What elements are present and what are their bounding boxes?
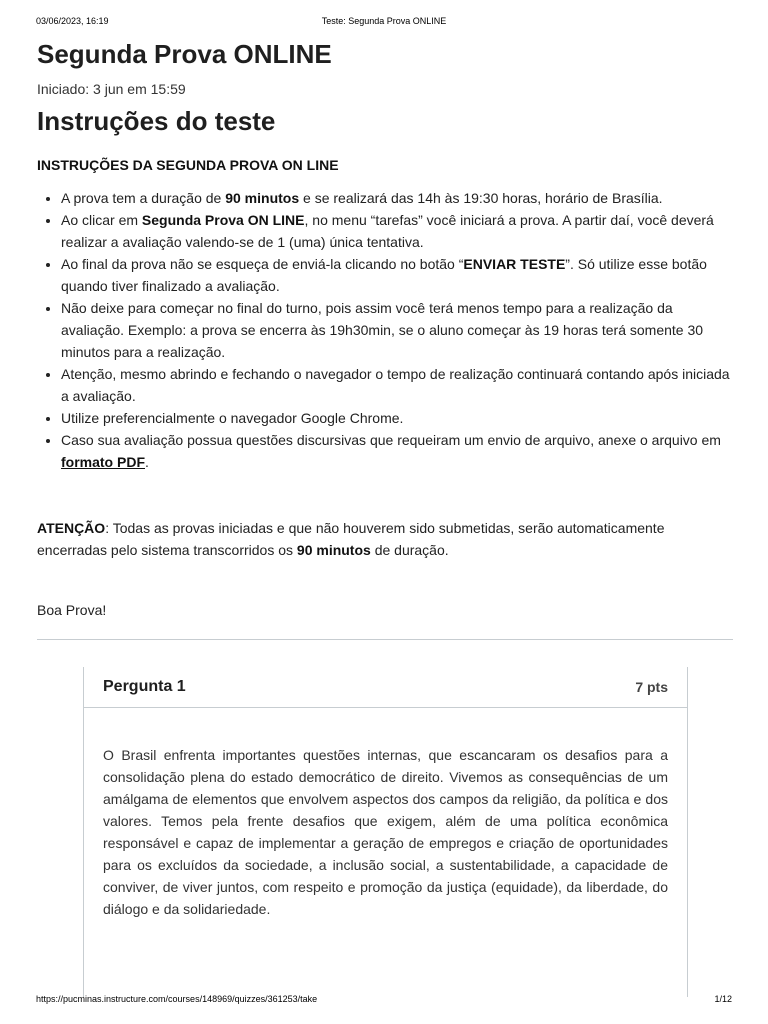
- instructions-heading: INSTRUÇÕES DA SEGUNDA PROVA ON LINE: [37, 157, 339, 173]
- quiz-content: [37, 38, 733, 619]
- print-url: https://pucminas.instructure.com/courses/148969/quizzes/361253/take: [36, 994, 318, 1004]
- print-doc-title: Teste: Segunda Prova ONLINE: [321, 16, 447, 26]
- rule-item: • Atenção, mesmo abrindo e fechando o navegador o tempo de realização continuará contando após iniciada a avaliação.: [61, 363, 733, 407]
- divider: [37, 639, 733, 640]
- rule-item: • Ao clicar em Segunda Prova ON LINE, no menu “tarefas” você iniciará a prova. A partir daí, você deverá realizar a avaliação valendo-se de 1 (uma) única tentativa.: [61, 209, 733, 253]
- rules-list: [37, 187, 733, 473]
- started-info: Iniciado: 3 jun em 15:59: [37, 81, 186, 97]
- print-page-number: 1/12: [714, 994, 732, 1004]
- print-footer: [36, 994, 732, 1004]
- question-card: [83, 667, 688, 997]
- closing-text: Boa Prova!: [37, 602, 107, 618]
- rule-item: • Ao final da prova não se esqueça de enviá-la clicando no botão “ENVIAR TESTE”. Só utilize esse botão quando tiver finalizado a avaliação.: [61, 253, 733, 297]
- attention-label: ATENÇÃO: [37, 520, 106, 536]
- question-text: O Brasil enfrenta importantes questões internas, que escancaram os desafios para a consolidação plena do estado democrático de direito. Vivemos as consequências de um amálgama de elementos que envolvem aspectos dos campos da religião, da política e dos valores. Temos pela frente desafios que exigem, além de uma política econômica responsável e capaz de implementar a geração de empregos e criação de oportunidades para os excluídos da sociedade, a inclusão social, a sustentabilidade, a capacidade de conviver, de viver juntos, com respeito e promoção da justiça (equidade), da liberdade, do diálogo e da solidariedade.: [103, 747, 668, 917]
- rule-item: • A prova tem a duração de 90 minutos e se realizará das 14h às 19:30 horas, horário de Brasília.: [61, 187, 733, 209]
- rule-item: • Utilize preferencialmente o navegador Google Chrome.: [61, 407, 733, 429]
- question-points: 7 pts: [635, 679, 668, 695]
- question-header: [84, 667, 687, 708]
- rule-item: • Caso sua avaliação possua questões discursivas que requeiram um envio de arquivo, anexe o arquivo em formato PDF.: [61, 429, 733, 473]
- quiz-title: Segunda Prova ONLINE: [37, 39, 332, 69]
- print-datetime: 03/06/2023, 16:19: [36, 16, 109, 26]
- print-header: [36, 16, 732, 26]
- attention-notice: ATENÇÃO: Todas as provas iniciadas e que não houverem sido submetidas, serão automaticamente encerradas pelo sistema transcorridos os 90 minutos de duração.: [37, 520, 665, 558]
- rule-item: • Não deixe para começar no final do turno, pois assim você terá menos tempo para a realização da avaliação. Exemplo: a prova se encerra às 19h30min, se o aluno começar às 19 horas terá somente 30 minutos para a realização.: [61, 297, 733, 363]
- pdf-format-link[interactable]: formato PDF: [61, 454, 145, 470]
- question-name: Pergunta 1: [103, 678, 186, 695]
- instructions-title: Instruções do teste: [37, 106, 276, 136]
